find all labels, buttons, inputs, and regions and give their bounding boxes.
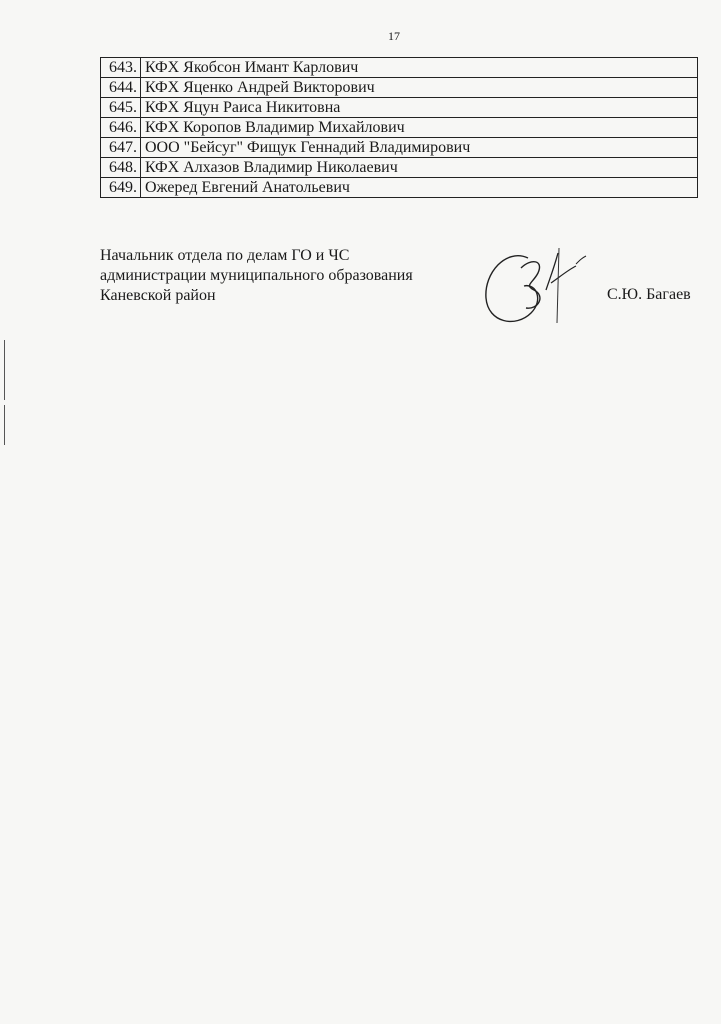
record-name: Ожеред Евгений Анатольевич	[141, 178, 698, 198]
scan-margin-line	[4, 405, 5, 445]
record-number: 645.	[101, 98, 141, 118]
record-name: КФХ Яценко Андрей Викторович	[141, 78, 698, 98]
record-name: КФХ Яцун Раиса Никитовна	[141, 98, 698, 118]
handwritten-signature	[476, 228, 596, 338]
signer-name: С.Ю. Багаев	[607, 286, 691, 303]
record-number: 646.	[101, 118, 141, 138]
record-number: 644.	[101, 78, 141, 98]
signatory-position-line: Каневской район	[100, 287, 216, 304]
record-number: 647.	[101, 138, 141, 158]
record-number: 648.	[101, 158, 141, 178]
record-name: ООО "Бейсуг" Фищук Геннадий Владимирович	[141, 138, 698, 158]
record-name: КФХ Якобсон Имант Карлович	[141, 58, 698, 78]
table-row	[101, 78, 698, 98]
record-name: КФХ Алхазов Владимир Николаевич	[141, 158, 698, 178]
table-row	[101, 138, 698, 158]
page-number: 17	[388, 29, 400, 43]
table-row	[101, 158, 698, 178]
records-table	[100, 57, 698, 198]
table-row	[101, 178, 698, 198]
table-row	[101, 98, 698, 118]
record-name: КФХ Коропов Владимир Михайлович	[141, 118, 698, 138]
table-row	[101, 58, 698, 78]
scan-margin-line	[4, 340, 5, 400]
signatory-position-line: Начальник отдела по делам ГО и ЧС	[100, 247, 350, 264]
signatory-position-line: администрации муниципального образования	[100, 267, 413, 284]
record-number: 649.	[101, 178, 141, 198]
record-number: 643.	[101, 58, 141, 78]
signatory-position	[100, 246, 413, 306]
table-row	[101, 118, 698, 138]
